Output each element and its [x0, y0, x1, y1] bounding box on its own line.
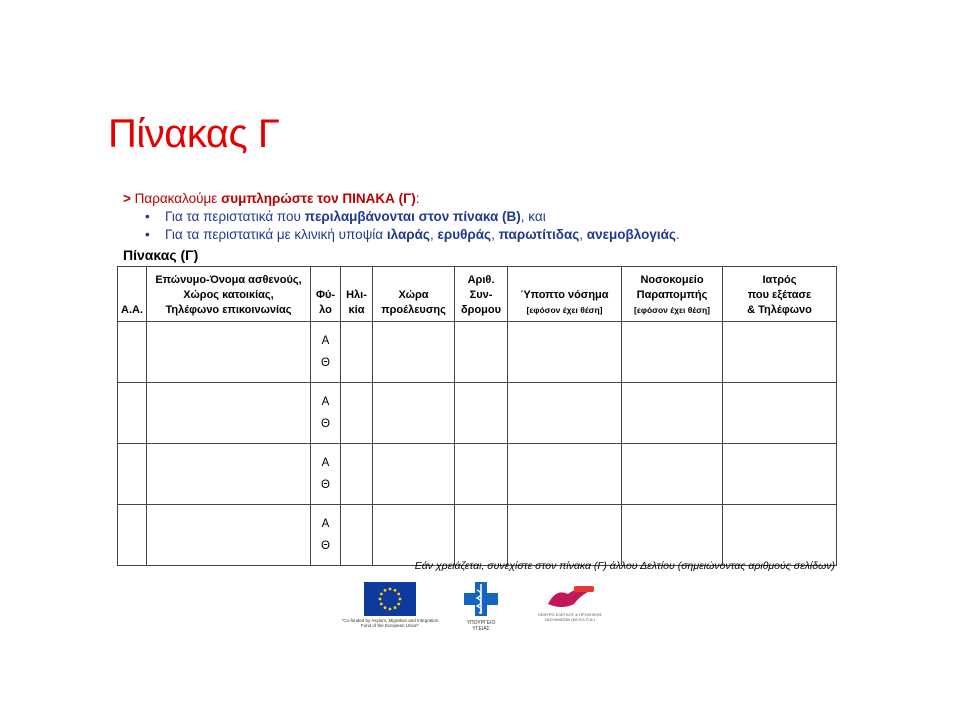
- header-sex: Φύ- λο: [311, 267, 341, 322]
- cell-hospital[interactable]: [622, 383, 723, 444]
- header-aa: Α.Α.: [118, 267, 147, 322]
- bullet-icon: •: [145, 209, 150, 224]
- header-hospital: Νοσοκομείο Παραπομπής [εφόσον έχει θέση]: [622, 267, 723, 322]
- cell-doctor[interactable]: [723, 322, 837, 383]
- header-doctor: Ιατρός που εξέτασε & Τηλέφωνο: [723, 267, 837, 322]
- cell-country[interactable]: [373, 322, 455, 383]
- instruction-bullets: [123, 208, 823, 244]
- instructions: [123, 190, 823, 244]
- table-row: [118, 322, 837, 383]
- footnote: Εάν χρειάζεται, συνεχίστε στον πίνακα (Γ) άλλου Δελτίου (σημειώνοντας αριθμούς σελίδων): [414, 560, 835, 572]
- cell-country[interactable]: [373, 444, 455, 505]
- cell-country[interactable]: [373, 505, 455, 566]
- eu-flag-logo: [364, 582, 416, 616]
- cell-doctor[interactable]: [723, 383, 837, 444]
- cell-age[interactable]: [341, 383, 373, 444]
- cell-disease[interactable]: [508, 505, 622, 566]
- header-syndrome: Αριθ. Συν- δρομου: [455, 267, 508, 322]
- moh-logo-caption: ΥΠΟΥΡΓΕΙΟ ΥΓΕΙΑΣ: [466, 620, 496, 632]
- case-table: [117, 266, 837, 566]
- instruction-bullet-2: • Για τα περιστατικά με κλινική υποψία ιλαράς, ερυθράς, παρωτίτιδας, ανεμοβλογιάς.: [145, 227, 680, 242]
- header-country: Χώρα προέλευσης: [373, 267, 455, 322]
- cell-age[interactable]: [341, 322, 373, 383]
- cell-hospital[interactable]: [622, 505, 723, 566]
- cell-sex[interactable]: Α Θ: [311, 322, 341, 383]
- cell-disease[interactable]: [508, 383, 622, 444]
- table-row: [118, 383, 837, 444]
- cell-aa[interactable]: [118, 322, 147, 383]
- cell-sex[interactable]: Α Θ: [311, 505, 341, 566]
- header-disease: Ύποπτο νόσημα [εφόσον έχει θέση]: [508, 267, 622, 322]
- cell-aa[interactable]: [118, 505, 147, 566]
- cell-sex[interactable]: Α Θ: [311, 383, 341, 444]
- ministry-of-health-logo: [462, 580, 500, 618]
- cell-patient[interactable]: [147, 383, 311, 444]
- table-row: [118, 444, 837, 505]
- keelpno-logo: [538, 582, 598, 612]
- cell-age[interactable]: [341, 505, 373, 566]
- cell-patient[interactable]: [147, 322, 311, 383]
- cell-syndrome[interactable]: [455, 505, 508, 566]
- cell-aa[interactable]: [118, 383, 147, 444]
- cell-patient[interactable]: [147, 444, 311, 505]
- table-caption: Πίνακας (Γ): [123, 247, 199, 263]
- cell-syndrome[interactable]: [455, 322, 508, 383]
- logo-strip: [340, 578, 620, 630]
- cell-country[interactable]: [373, 383, 455, 444]
- cell-syndrome[interactable]: [455, 444, 508, 505]
- cell-doctor[interactable]: [723, 505, 837, 566]
- cell-aa[interactable]: [118, 444, 147, 505]
- instruction-bullet-1: • Για τα περιστατικά που περιλαμβάνονται στον πίνακα (Β), και: [145, 209, 546, 224]
- instruction-intro: > Παρακαλούμε συμπληρώστε τον ΠΙΝΑΚΑ (Γ):: [123, 191, 420, 206]
- bullet-icon: •: [145, 227, 150, 242]
- table-row: [118, 505, 837, 566]
- cell-hospital[interactable]: [622, 322, 723, 383]
- cell-hospital[interactable]: [622, 444, 723, 505]
- slide-title: Πίνακας Γ: [108, 112, 280, 156]
- cell-patient[interactable]: [147, 505, 311, 566]
- cell-disease[interactable]: [508, 322, 622, 383]
- eu-logo-caption: "Co-funded by Asylum, Migration and Integration Fund of the European Union": [341, 618, 439, 628]
- table-header-row: [118, 267, 837, 322]
- cell-age[interactable]: [341, 444, 373, 505]
- header-patient: Επώνυμο-Όνομα ασθενούς, Χώρος κατοικίας, Τηλέφωνο επικοινωνίας: [147, 267, 311, 322]
- cell-doctor[interactable]: [723, 444, 837, 505]
- keelpno-logo-caption: ΚΕΝΤΡΟ ΕΛΕΓΧΟΥ & ΠΡΟΛΗΨΗΣ ΝΟΣΗΜΑΤΩΝ (ΚΕ.ΕΛ.Π.Ν.): [538, 612, 602, 622]
- cell-disease[interactable]: [508, 444, 622, 505]
- cell-syndrome[interactable]: [455, 383, 508, 444]
- cell-sex[interactable]: Α Θ: [311, 444, 341, 505]
- header-age: Ηλι- κία: [341, 267, 373, 322]
